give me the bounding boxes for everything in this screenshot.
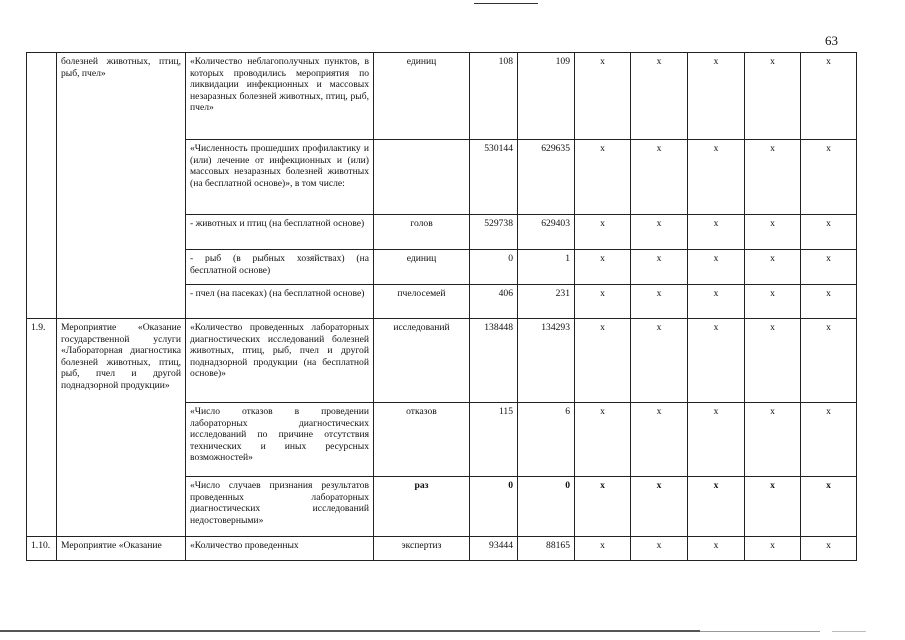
x-cell: х [745,403,801,477]
indicator-text: «Численность прошедших профилактику и (или) лечение от инфекционных и (или) массовых незаразных болезней животных (на бесплатной основе)», в том числе: [186,140,374,215]
x-cell: х [801,477,857,537]
value-cell: 115 [470,403,518,477]
x-cell: х [575,537,631,561]
value-cell: 231 [518,285,575,319]
x-cell: х [745,140,801,215]
unit-cell: единиц [374,250,470,285]
x-cell: х [631,537,688,561]
x-cell: х [631,403,688,477]
page-number: 63 [825,33,838,48]
indicator-text: «Количество неблагополучных пунктов, в которых проводились мероприятия по ликвидации инфекционных и массовых незаразных болезней животных, птиц, рыб, пчел» [186,53,374,140]
table-row [27,537,857,561]
x-cell: х [631,250,688,285]
indicator-text: «Количество проведенных [186,537,374,561]
x-cell: х [688,53,745,140]
x-cell: х [688,319,745,403]
row-number: 1.9. [27,319,57,537]
x-cell: х [575,477,631,537]
x-cell: х [688,477,745,537]
indicator-text: «Число случаев признания результатов проведенных лабораторных диагностических исследований недостоверными» [186,477,374,537]
x-cell: х [801,319,857,403]
value-cell: 529738 [470,215,518,250]
x-cell: х [745,250,801,285]
x-cell: х [688,537,745,561]
report-table [26,52,857,561]
row-number: 1.10. [27,537,57,561]
unit-cell [374,140,470,215]
x-cell: х [745,537,801,561]
value-cell: 93444 [470,537,518,561]
x-cell: х [575,215,631,250]
x-cell: х [801,53,857,140]
unit-cell: экспертиз [374,537,470,561]
value-cell: 0 [470,477,518,537]
value-cell: 6 [518,403,575,477]
indicator-text: - животных и птиц (на бесплатной основе) [186,215,374,250]
unit-cell: раз [374,477,470,537]
value-cell: 138448 [470,319,518,403]
unit-cell: единиц [374,53,470,140]
x-cell: х [575,403,631,477]
value-cell: 1 [518,250,575,285]
value-cell: 134293 [518,319,575,403]
indicator-text: «Число отказов в проведении лабораторных диагностических исследований по причине отсутствия технических и иных ресурсных возможностей» [186,403,374,477]
value-cell: 530144 [470,140,518,215]
x-cell: х [575,53,631,140]
x-cell: х [575,285,631,319]
x-cell: х [631,215,688,250]
unit-cell: пчелосемей [374,285,470,319]
x-cell: х [801,403,857,477]
value-cell: 0 [470,250,518,285]
value-cell: 629403 [518,215,575,250]
unit-cell: отказов [374,403,470,477]
value-cell: 88165 [518,537,575,561]
x-cell: х [801,140,857,215]
table-row [27,319,857,403]
x-cell: х [575,319,631,403]
top-rule [474,3,538,4]
x-cell: х [631,319,688,403]
unit-cell: исследований [374,319,470,403]
indicator-text: - пчел (на пасеках) (на бесплатной основе) [186,285,374,319]
x-cell: х [688,403,745,477]
x-cell: х [688,215,745,250]
x-cell: х [745,215,801,250]
value-cell: 406 [470,285,518,319]
x-cell: х [801,285,857,319]
x-cell: х [631,53,688,140]
indicator-text: «Количество проведенных лабораторных диагностических исследований болезней животных, птиц, рыб, пчел и другой поднадзорной продукции (на бесплатной основе)» [186,319,374,403]
x-cell: х [688,140,745,215]
bottom-rule [832,631,866,632]
x-cell: х [745,285,801,319]
value-cell: 109 [518,53,575,140]
x-cell: х [575,250,631,285]
x-cell: х [631,285,688,319]
x-cell: х [575,140,631,215]
x-cell: х [801,215,857,250]
unit-cell: голов [374,215,470,250]
bottom-rule [0,630,700,632]
x-cell: х [745,53,801,140]
x-cell: х [631,140,688,215]
row-number [27,53,57,319]
x-cell: х [688,250,745,285]
measure-name: Мероприятие «Оказание государственной услуги «Лабораторная диагностика болезней животных, птиц, рыб, пчел и другой поднадзорной продукции» [57,319,186,537]
x-cell: х [745,477,801,537]
measure-name: болезней животных, птиц, рыб, пчел» [57,53,186,319]
value-cell: 0 [518,477,575,537]
bottom-rule [700,631,820,632]
x-cell: х [801,250,857,285]
x-cell: х [631,477,688,537]
x-cell: х [745,319,801,403]
x-cell: х [801,537,857,561]
measure-name: Мероприятие «Оказание [57,537,186,561]
value-cell: 108 [470,53,518,140]
x-cell: х [688,285,745,319]
indicator-text: - рыб (в рыбных хозяйствах) (на бесплатной основе) [186,250,374,285]
table-row [27,53,857,140]
value-cell: 629635 [518,140,575,215]
